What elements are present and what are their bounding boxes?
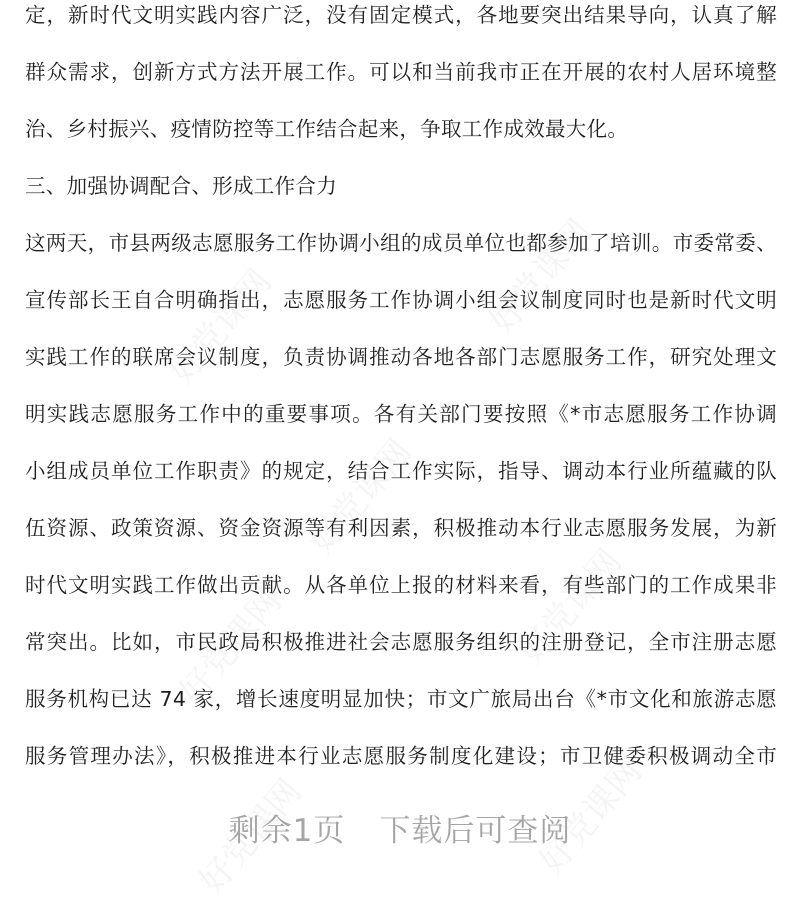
document-body — [25, 0, 777, 784]
text-line: 宣传部长王自合明确指出，志愿服务工作协调小组会议制度同时也是新时代文明 — [25, 287, 777, 312]
text-line: 实践工作的联席会议制度，负责协调推动各地各部门志愿服务工作，研究处理文 — [25, 344, 777, 369]
text-line: 常突出。比如，市民政局积极推进社会志愿服务组织的注册登记，全市注册志愿 — [25, 629, 777, 654]
text-line: 明实践志愿服务工作中的重要事项。各有关部门要按照《*市志愿服务工作协调 — [25, 401, 777, 426]
text-line: 服务机构已达 74 家，增长速度明显加快；市文广旅局出台《*市文化和旅游志愿 — [25, 686, 777, 711]
text-line: 伍资源、政策资源、资金资源等有利因素，积极推动本行业志愿服务发展，为新 — [25, 515, 777, 540]
text-line: 服务管理办法》，积极推进本行业志愿服务制度化建设；市卫健委积极调动全市 — [25, 743, 777, 768]
text-line: 时代文明实践工作做出贡献。从各单位上报的材料来看，有些部门的工作成果非 — [25, 572, 777, 597]
text-line: 这两天，市县两级志愿服务工作协调小组的成员单位也都参加了培训。市委常委、 — [25, 230, 777, 255]
text-line: 小组成员单位工作职责》的规定，结合工作实际，指导、调动本行业所蕴藏的队 — [25, 458, 777, 483]
remaining-pages-label: 剩余1页 — [228, 813, 346, 849]
download-hint-label: 下载后可查阅 — [379, 813, 572, 849]
text-line: 群众需求，创新方式方法开展工作。可以和当前我市正在开展的农村人居环境整 — [25, 59, 777, 84]
download-prompt[interactable] — [0, 805, 800, 850]
section-heading: 三、加强协调配合、形成工作合力 — [25, 173, 337, 198]
text-line: 治、乡村振兴、疫情防控等工作结合起来，争取工作成效最大化。 — [25, 116, 629, 141]
text-line: 定，新时代文明实践内容广泛，没有固定模式，各地要突出结果导向，认真了解 — [25, 2, 777, 27]
